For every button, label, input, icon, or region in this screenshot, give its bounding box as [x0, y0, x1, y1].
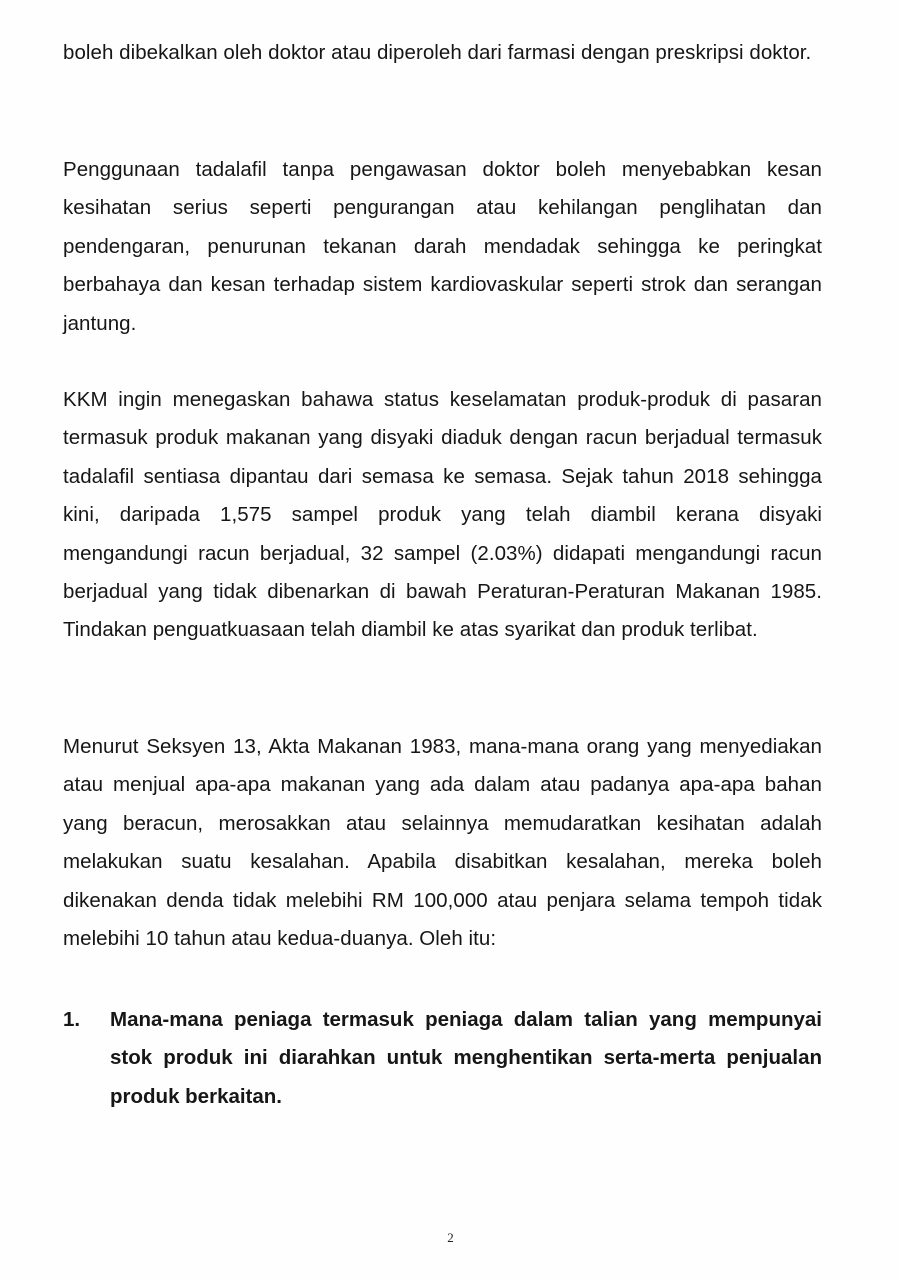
list-item — [63, 1001, 822, 1116]
paragraph-prescription — [63, 34, 822, 72]
paragraph-text: Menurut Seksyen 13, Akta Makanan 1983, mana-mana orang yang menyediakan atau menjual apa-apa makanan yang ada dalam atau padanya apa-apa bahan yang beracun, merosakkan atau selainnya memudaratkan kesihatan adalah melakukan suatu kesalahan. Apabila disabitkan kesalahan, mereka boleh dikenakan denda tidak melebihi RM 100,000 atau penjara selama tempoh tidak melebihi 10 tahun atau kedua-duanya. Oleh itu: — [63, 735, 822, 951]
paragraph-text: KKM ingin menegaskan bahawa status keselamatan produk-produk di pasaran termasuk produk makanan yang disyaki diaduk dengan racun berjadual termasuk tadalafil sentiasa dipantau dari semasa ke semasa. Sejak tahun 2018 sehingga kini, daripada 1,575 sampel produk yang telah diambil kerana disyaki mengandungi racun berjadual, 32 sampel (2.03%) didapati mengandungi racun berjadual yang tidak dibenarkan di bawah Peraturan-Peraturan Makanan 1985. Tindakan penguatkuasaan telah diambil ke atas syarikat dan produk terlibat. — [63, 388, 822, 642]
paragraph-side-effects — [63, 151, 822, 343]
paragraph-text: Penggunaan tadalafil tanpa pengawasan doktor boleh menyebabkan kesan kesihatan serius seperti pengurangan atau kehilangan penglihatan dan pendengaran, penurunan tekanan darah mendadak sehingga ke peringkat berbahaya dan kesan terhadap sistem kardiovaskular seperti strok dan serangan jantung. — [63, 158, 822, 335]
paragraph-kkm-monitoring — [63, 381, 822, 650]
paragraph-text: boleh dibekalkan oleh doktor atau diperoleh dari farmasi dengan preskripsi doktor. — [63, 41, 812, 64]
list-item-text: Mana-mana peniaga termasuk peniaga dalam talian yang mempunyai stok produk ini diarahkan untuk menghentikan serta-merta penjualan produk berkaitan. — [110, 1008, 822, 1108]
paragraph-food-act — [63, 728, 822, 958]
list-item-number: 1. — [63, 1008, 81, 1031]
page-number: 2 — [447, 1230, 454, 1245]
